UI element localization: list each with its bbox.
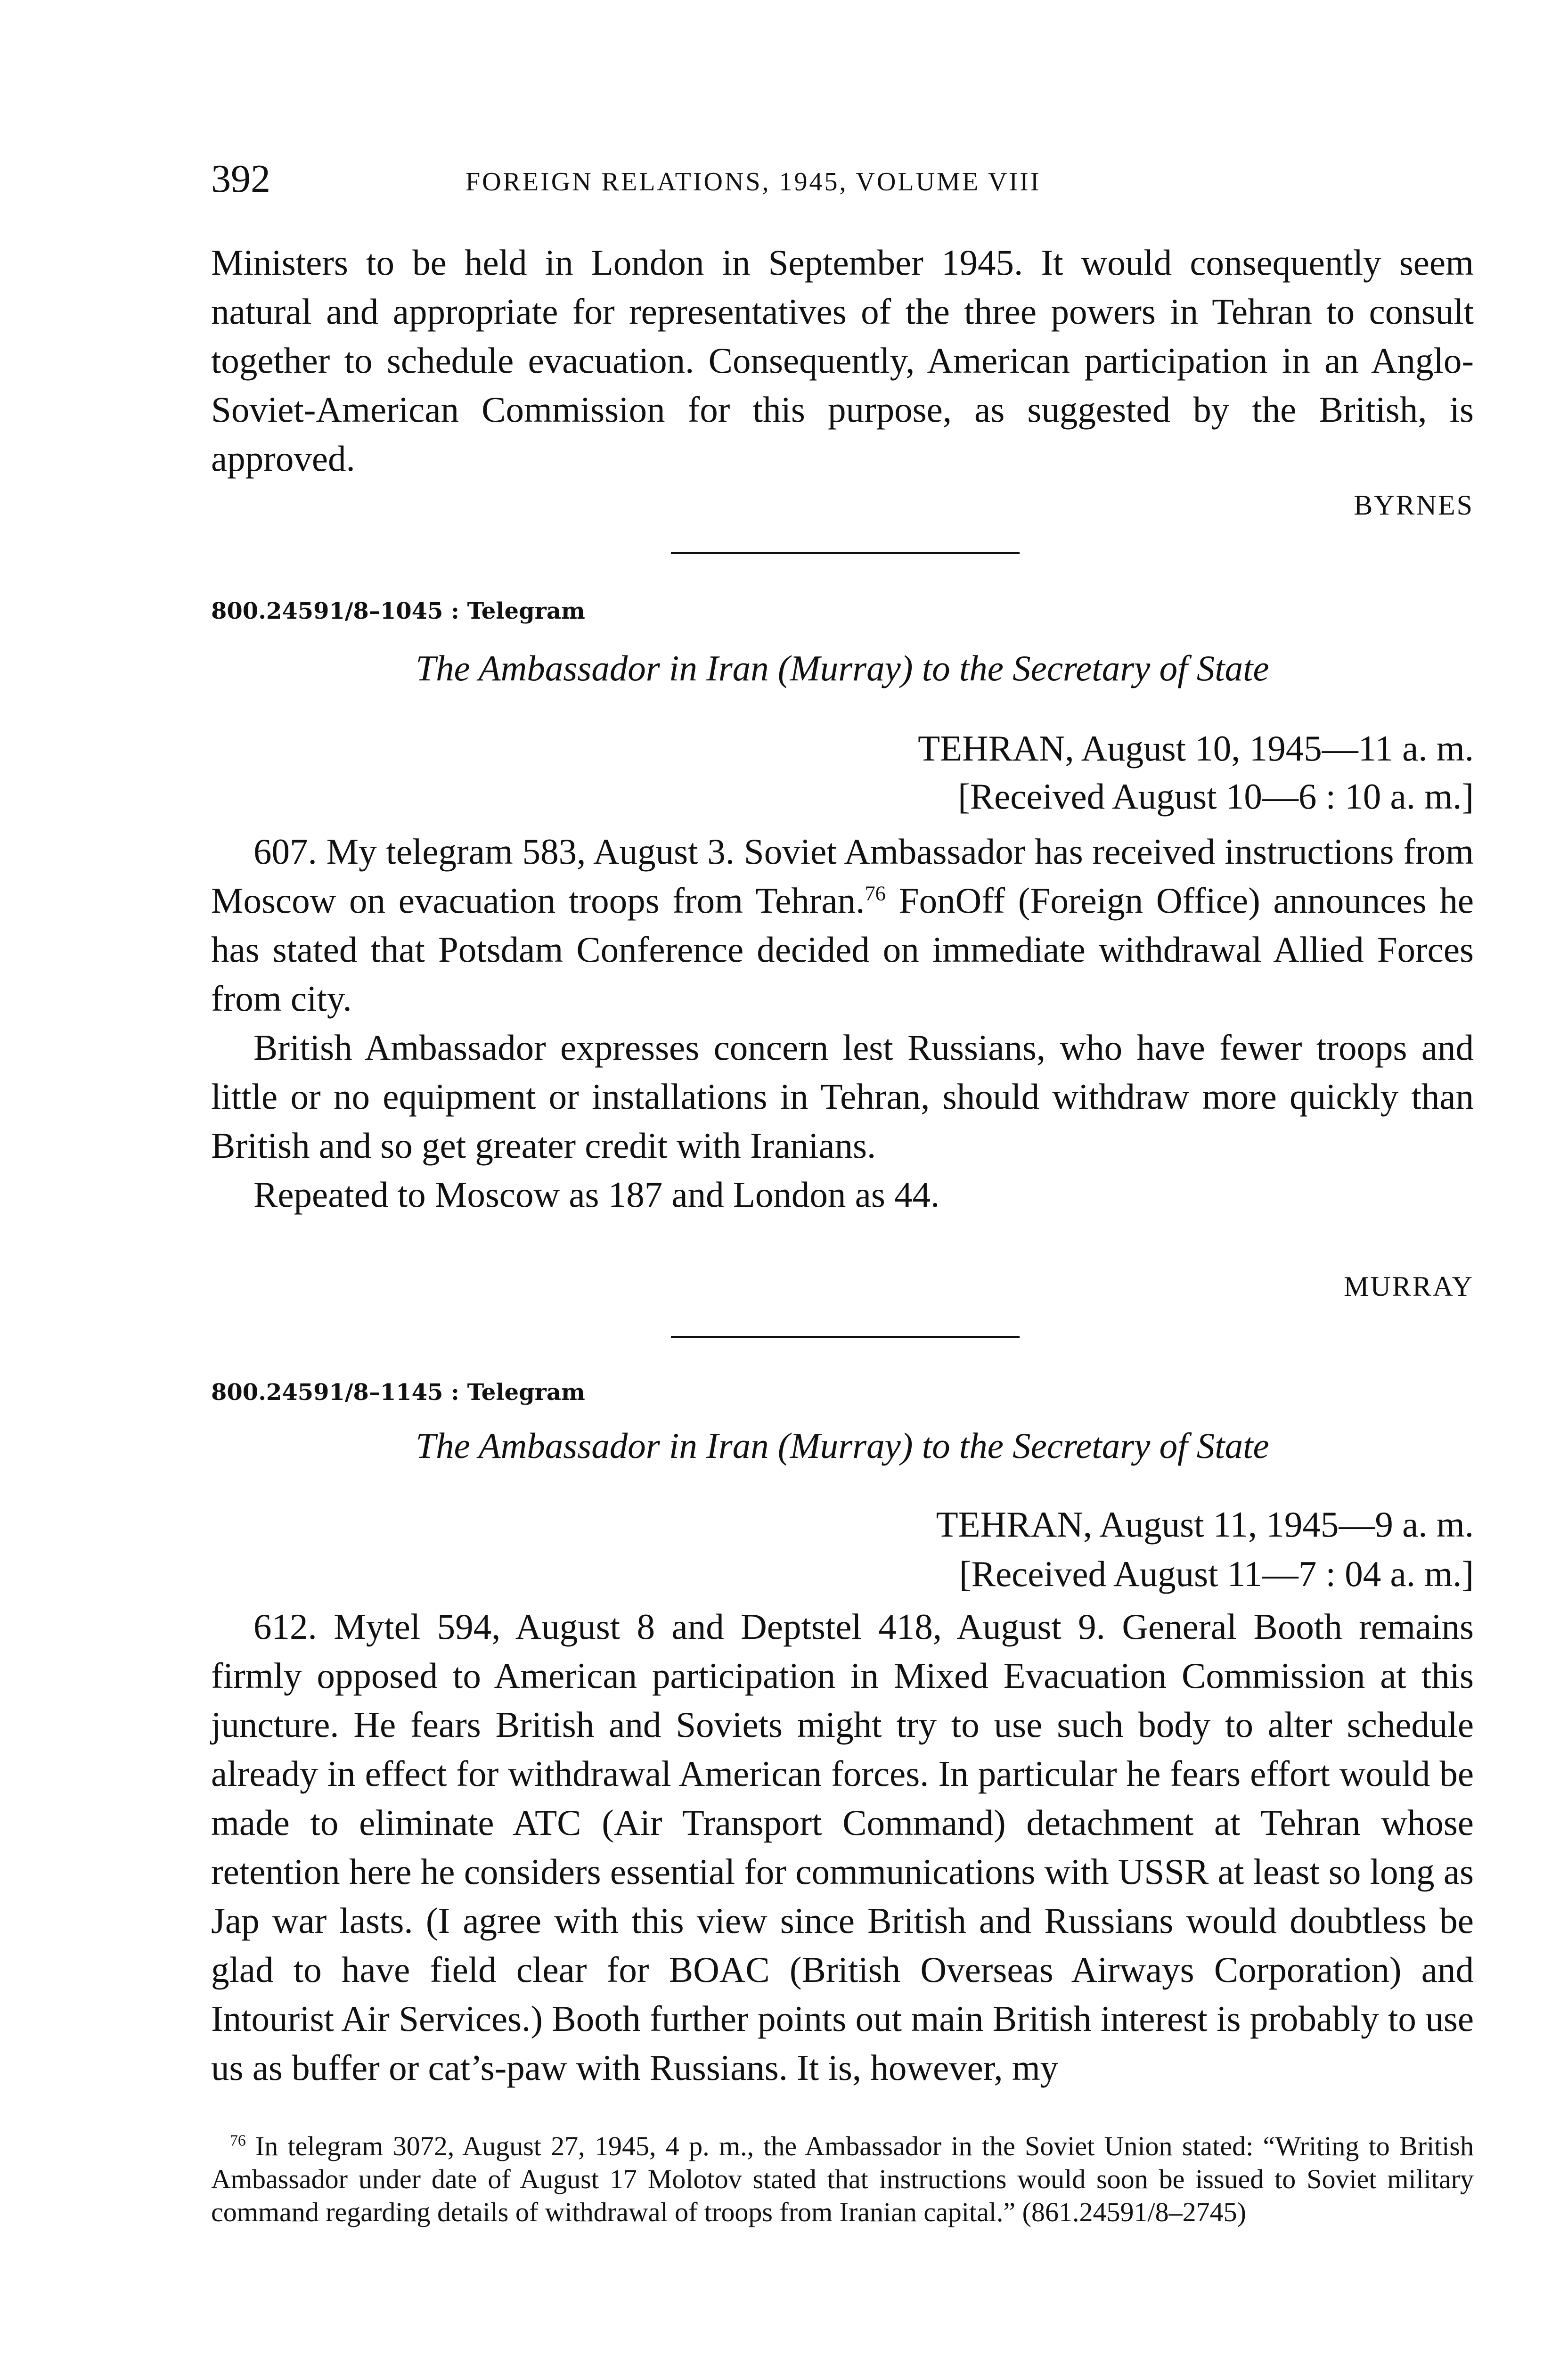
- file-reference: 800.24591/8–1145 : Telegram: [211, 1379, 585, 1406]
- running-head: [211, 155, 1474, 212]
- doc2-body: [211, 1602, 1474, 2092]
- continuation-paragraph: Ministers to be held in London in September 1945. It would consequently seem natural and appropriate for representatives of the three powers in Tehran to consult together to schedule evacuation. Consequently, American participation in an Anglo-Soviet-American Commission for this purpose, as suggested by the British, is approved.: [211, 242, 1474, 479]
- doc1-paragraph-1-text: 607. My telegram 583, August 3. Soviet Ambassador has received instructions from Moscow on evacuation troops from Tehran.: [211, 831, 1474, 921]
- dateline: [211, 1501, 1474, 1548]
- signature-murray: MURRAY: [1344, 1271, 1474, 1302]
- received-line: [Received August 11—7 : 04 a. m.]: [959, 1554, 1474, 1594]
- doc1-body: [211, 827, 1474, 1219]
- section-divider: [671, 552, 1020, 554]
- doc1-paragraph-1-continued: FonOff (Foreign Office) announces he has stated that Potsdam Conference decided on immediate withdrawal Allied Forces from city.: [211, 880, 1474, 1019]
- footnote-body: In telegram 3072, August 27, 1945, 4 p. m., the Ambassador in the Soviet Union stated: “Writing to British Ambassador under date of August 17 Molotov stated that instructions would soon be issued to Soviet military command regarding details of withdrawal of troops from Iranian capital.” (861.24591/8–2745): [211, 2131, 1474, 2227]
- dateline-date: , August 11, 1945—9 a. m.: [1083, 1504, 1474, 1545]
- footnote: [211, 2130, 1474, 2229]
- footnote-mark: 76: [230, 2132, 246, 2150]
- doc1-paragraph-1: [211, 827, 1474, 1023]
- page-number: 392: [211, 157, 270, 201]
- section-divider: [671, 1336, 1020, 1338]
- dateline-place: TEHRAN: [936, 1504, 1083, 1545]
- dateline: [211, 725, 1474, 772]
- doc1-paragraph-3: Repeated to Moscow as 187 and London as 44.: [253, 1174, 940, 1215]
- running-title: FOREIGN RELATIONS, 1945, VOLUME VIII: [466, 167, 1041, 196]
- dateline-place: TEHRAN: [918, 728, 1065, 769]
- doc1-paragraph-2: British Ambassador expresses concern lest Russians, who have fewer troops and little or no equipment or installations in Tehran, should withdraw more quickly than British and so get greater credit with Iranians.: [211, 1027, 1474, 1166]
- footnote-text: [211, 2130, 1474, 2229]
- continuation-block: [211, 238, 1474, 483]
- received-line: [Received August 10—6 : 10 a. m.]: [958, 776, 1474, 817]
- doc2-paragraph-1: 612. Mytel 594, August 8 and Deptstel 418, August 9. General Booth remains firmly opposed to American participation in Mixed Evacuation Commission at this juncture. He fears British and Soviets might try to use such body to alter schedule already in effect for withdrawal American forces. In particular he fears effort would be made to eliminate ATC (Air Transport Command) detachment at Tehran whose retention here he considers essential for communications with USSR at least so long as Jap war lasts. (I agree with this view since British and Russians would doubtless be glad to have field clear for BOAC (British Overseas Airways Corporation) and Intourist Air Services.) Booth further points out main British interest is probably to use us as buffer or cat’s-paw with Russians. It is, however, my: [211, 1606, 1474, 2088]
- signature-byrnes: BYRNES: [1354, 490, 1474, 521]
- document-title: The Ambassador in Iran (Murray) to the Secretary of State: [416, 648, 1269, 688]
- footnote-reference: 76: [865, 881, 886, 905]
- document-title: The Ambassador in Iran (Murray) to the Secretary of State: [416, 1425, 1269, 1466]
- file-reference: 800.24591/8–1045 : Telegram: [211, 598, 585, 624]
- dateline-date: , August 10, 1945—11 a. m.: [1065, 728, 1474, 769]
